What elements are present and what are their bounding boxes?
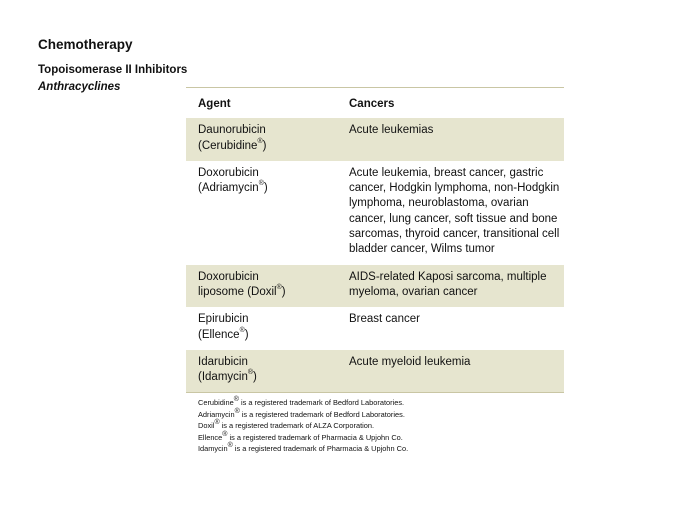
footnote: [198, 397, 564, 409]
table-row: [186, 350, 564, 393]
table-row: [186, 118, 564, 161]
registered-mark: ®: [214, 419, 220, 427]
footnote-name: Doxil: [198, 421, 215, 431]
agent-brand: (Adriamycin: [198, 182, 259, 195]
agent-name: Epirubicin: [198, 313, 249, 326]
registered-mark: ®: [233, 396, 239, 404]
footnote: [198, 420, 564, 432]
footnote-text: is a registered trademark of Bedford Laboratories.: [239, 409, 405, 419]
footnote: [198, 409, 564, 421]
table-row: [186, 307, 564, 350]
footnote-name: Adriamycin: [198, 409, 235, 419]
footnote-name: Ellence: [198, 432, 223, 442]
agent-brand: liposome (Doxil: [198, 285, 277, 298]
agent-name: Doxorubicin: [198, 270, 259, 283]
footnote-name: Idamycin: [198, 444, 228, 454]
agent-brand: (Cerubidine: [198, 139, 258, 152]
cancers-cell: AIDS-related Kaposi sarcoma, multiple myeloma, ovarian cancer: [349, 265, 564, 308]
registered-mark: ®: [227, 442, 233, 450]
page-title: Chemotherapy: [38, 37, 133, 52]
agents-table: [186, 87, 564, 392]
agent-cell: [186, 307, 349, 350]
registered-mark: ®: [222, 430, 228, 438]
agent-name: Idarubicin: [198, 355, 248, 368]
close-paren: ): [281, 285, 286, 298]
close-paren: ): [253, 371, 257, 384]
footnote-name: Cerubidine: [198, 398, 234, 408]
cancers-cell: Acute myeloid leukemia: [349, 350, 564, 393]
agents-table-container: [186, 87, 564, 455]
footnote-text: is a registered trademark of ALZA Corporation.: [219, 421, 375, 431]
agent-cell: [186, 118, 349, 161]
registered-mark: ®: [257, 137, 263, 145]
registered-mark: ®: [234, 407, 240, 415]
registered-mark: ®: [247, 369, 254, 377]
table-row: [186, 161, 564, 265]
cancers-cell: Acute leukemias: [349, 118, 564, 161]
registered-mark: ®: [276, 283, 282, 291]
footnote-text: is a registered trademark of Pharmacia & Upjohn Co.: [227, 432, 403, 442]
footnote-text: is a registered trademark of Bedford Laboratories.: [238, 398, 405, 408]
agent-name: Daunorubicin: [198, 124, 266, 137]
cancers-cell: Breast cancer: [349, 313, 420, 326]
footnote: [198, 443, 564, 455]
registered-mark: ®: [258, 180, 264, 188]
cancers-column-header: Cancers: [349, 88, 564, 119]
table-row: [186, 265, 564, 308]
agent-cell: [186, 350, 349, 393]
agent-cell: [186, 265, 349, 308]
agent-brand: (Ellence: [198, 328, 240, 341]
section-subtitle: Topoisomerase II Inhibitors: [38, 64, 188, 76]
footnote: [198, 432, 564, 444]
section-subsubtitle: Anthracyclines: [38, 81, 121, 93]
agent-cell: [186, 161, 349, 265]
registered-mark: ®: [239, 326, 245, 334]
close-paren: ): [263, 182, 268, 195]
agent-brand: (Idamycin: [198, 371, 248, 384]
close-paren: ): [262, 139, 267, 152]
close-paren: ): [244, 328, 249, 341]
agent-column-header: Agent: [186, 88, 349, 119]
cancers-cell: Acute leukemia, breast cancer, gastric cancer, Hodgkin lymphoma, non-Hodgkin lymphoma, neuroblastoma, ovarian cancer, lung cancer, soft tissue and bone sarcomas, thyroid cancer, transitional cell bladder cancer, Wilms tumor: [349, 166, 560, 256]
table-header-row: [186, 88, 564, 119]
trademark-footnotes: [186, 392, 564, 455]
footnote-text: is a registered trademark of Pharmacia & Upjohn Co.: [232, 444, 409, 454]
agent-name: Doxorubicin: [198, 166, 259, 179]
